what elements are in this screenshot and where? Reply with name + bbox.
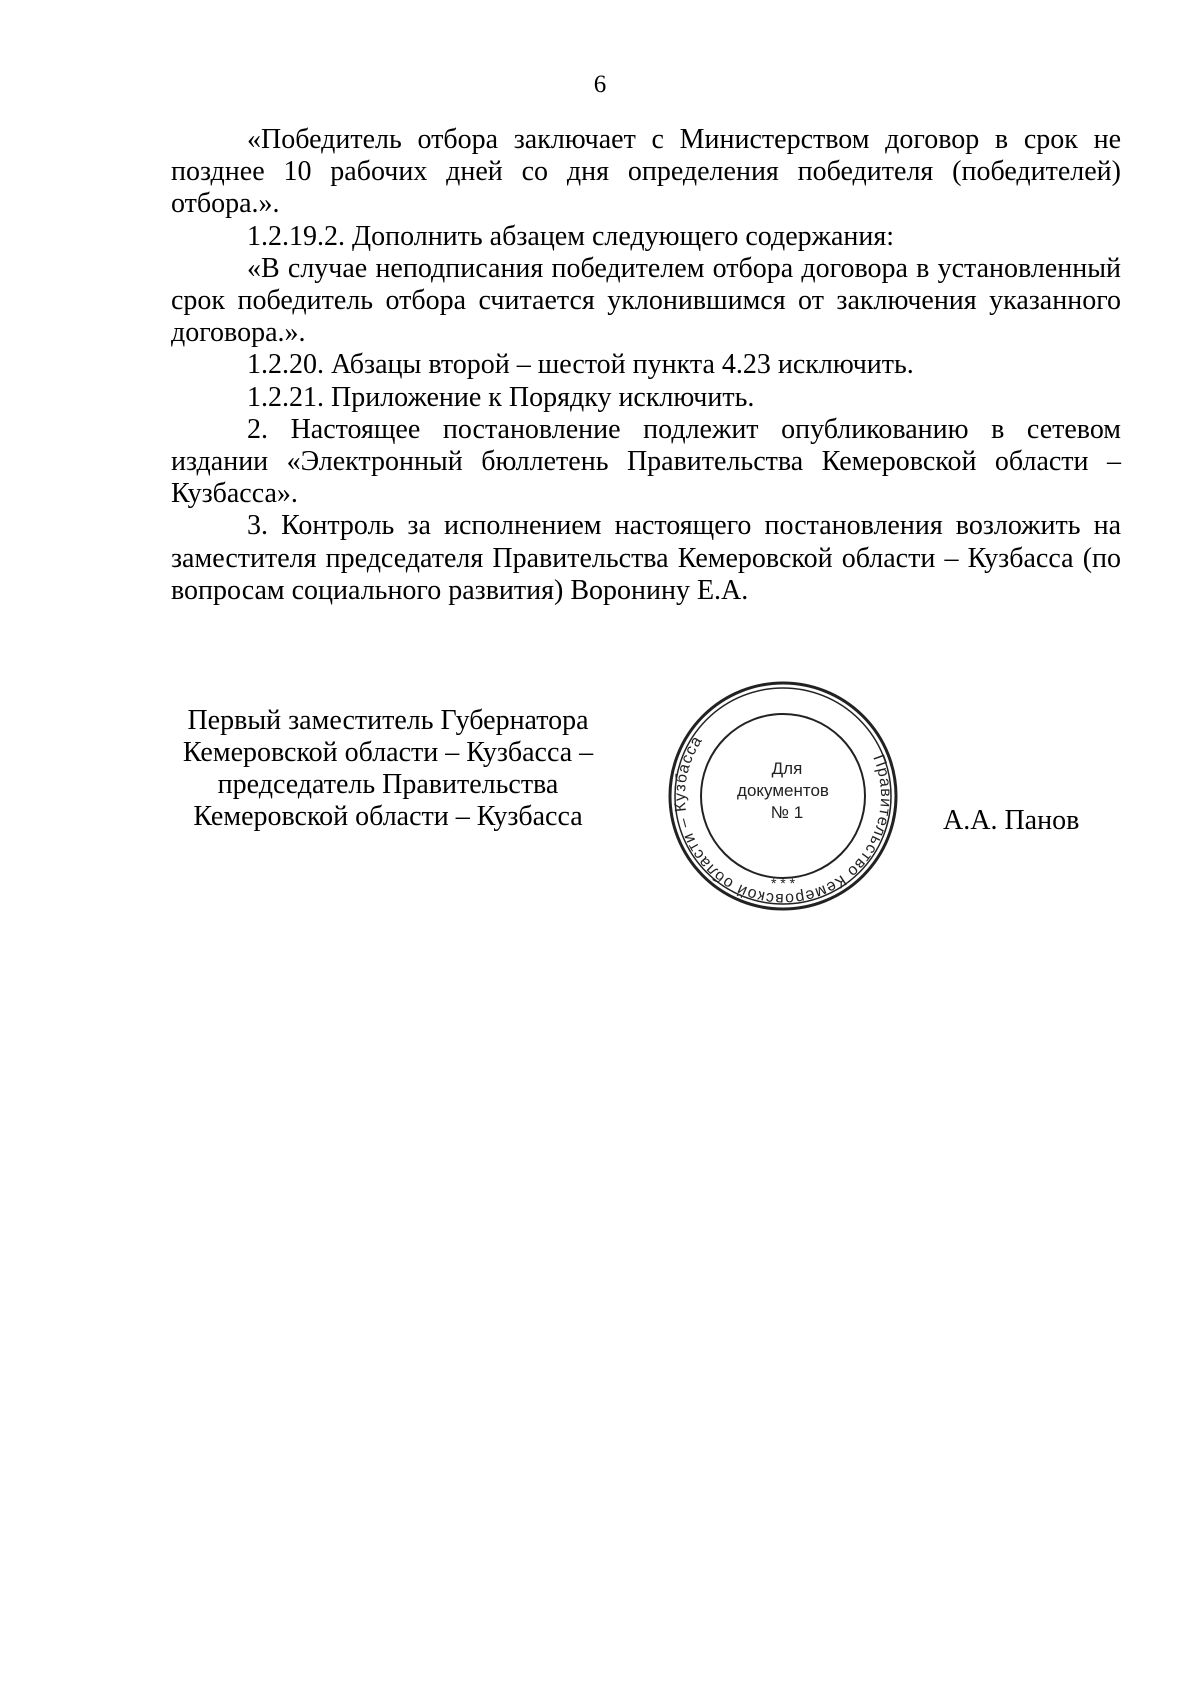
seal-center-line-2: документов [737,781,829,800]
signatory-title-line: Кемеровской области – Кузбасса – [182,737,594,768]
seal-ring-textpath: Правительство Кемеровской области – Кузбасса [671,732,895,908]
paragraph-1-2-20: 1.2.20. Абзацы второй – шестой пункта 4.23 исключить. [247,349,914,381]
paragraph-winner-contract: «Победитель отбора заключает с Министерством договор в срок не позднее 10 рабочих дней со дня определения победителя (победителей) отбора.». [171,124,1121,220]
page-number: 6 [593,71,607,98]
paragraph-unsigned-contract: «В случае неподписания победителем отбора договора в установленный срок победитель отбора считается уклонившимся от заключения указанного договора.». [171,252,1121,349]
seal-stars: * * * [770,875,796,891]
seal-center-line-3: № 1 [770,803,804,822]
signatory-title [168,705,608,833]
signatory-name: А.А. Панов [943,805,1080,836]
signatory-title-line: Кемеровской области – Кузбасса [193,801,583,832]
paragraph-publication: 2. Настоящее постановление подлежит опубликованию в сетевом издании «Электронный бюллетень Правительства Кемеровской области – Кузбасса». [171,413,1121,510]
seal-center-line-1: Для [771,759,803,778]
paragraph-control: 3. Контроль за исполнением настоящего постановления возложить на заместителя председателя Правительства Кемеровской области – Кузбасса (по вопросам социального развития) Воронину Е.А. [171,510,1121,606]
document-body [171,124,1121,607]
signatory-title-line: председатель Правительства [217,769,559,800]
paragraph-1-2-19-2: 1.2.19.2. Дополнить абзацем следующего содержания: [247,220,895,252]
signatory-title-line: Первый заместитель Губернатора [187,705,589,736]
official-seal [667,680,899,912]
paragraph-1-2-21: 1.2.21. Приложение к Порядку исключить. [247,381,755,413]
